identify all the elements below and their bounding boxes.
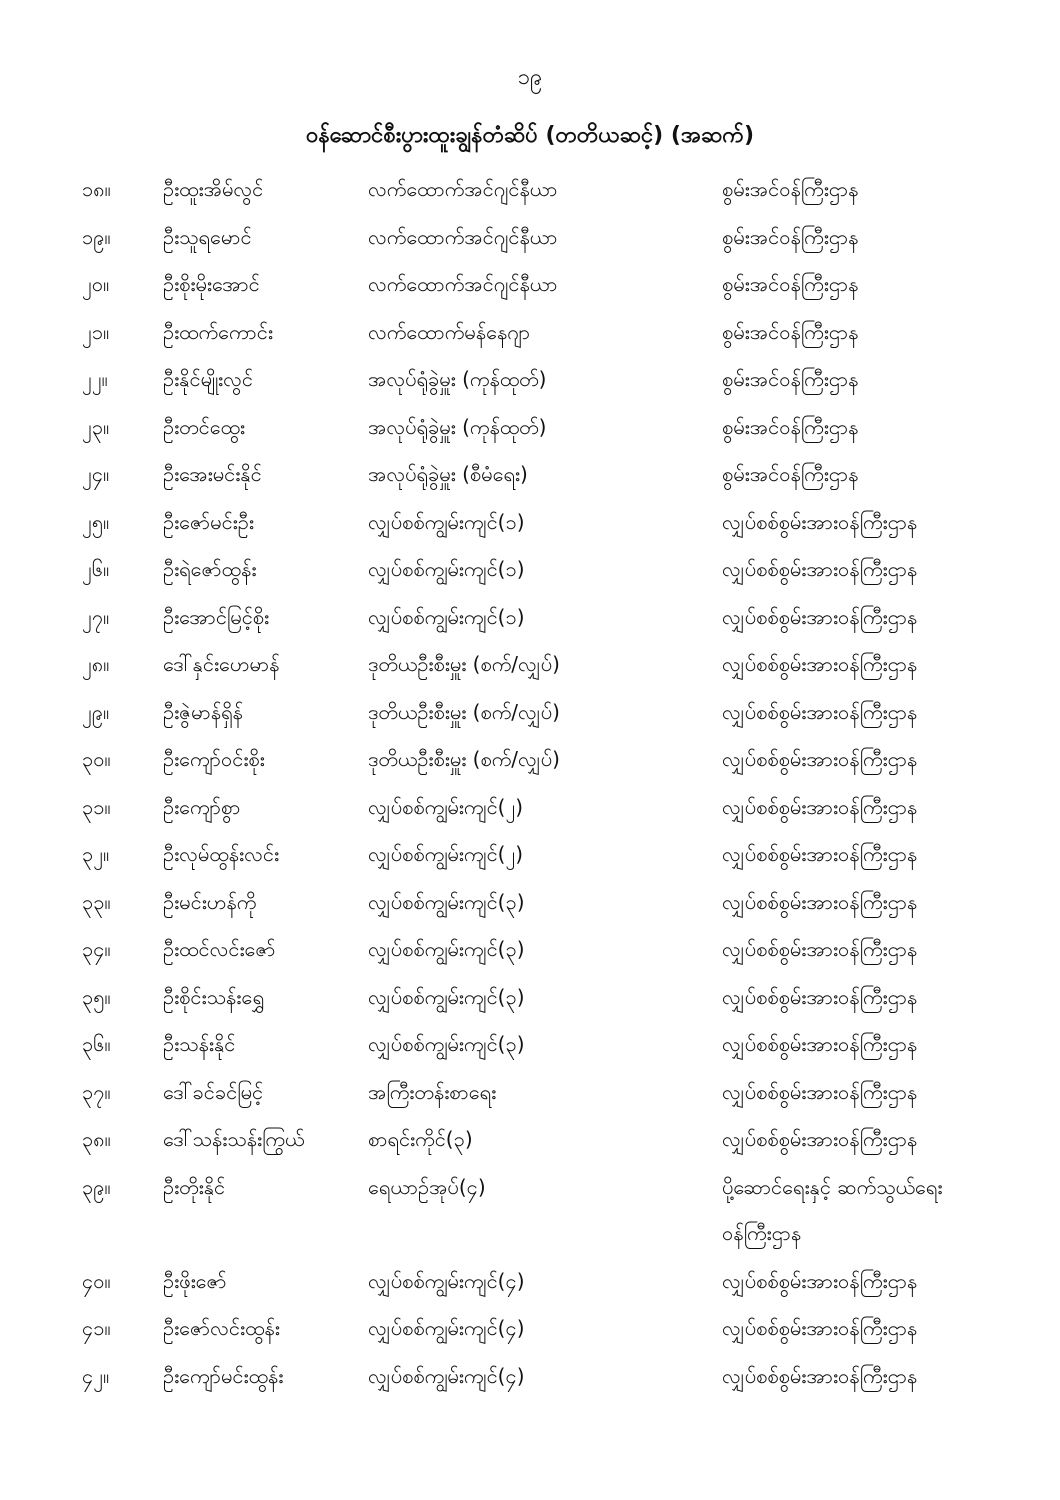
row-number: ၃၇။ bbox=[82, 1079, 111, 1104]
list-item bbox=[0, 928, 1060, 976]
awardee-ministry: လျှပ်စစ်စွမ်းအားဝန်ကြီးဌာန bbox=[722, 1127, 918, 1151]
list-item bbox=[0, 1260, 1060, 1308]
awardee-position: လျှပ်စစ်ကျွမ်းကျင်(၃) bbox=[368, 937, 525, 961]
awardee-name: ဦးစိုင်းသန်းရွှေ bbox=[163, 984, 265, 1009]
awardee-name: ဦးထင်လင်းဇော် bbox=[163, 937, 276, 961]
awardee-name: ဒေါ်နှင်းဟေမာန် bbox=[163, 652, 280, 676]
list-item bbox=[0, 786, 1060, 834]
awardee-position: လျှပ်စစ်ကျွမ်းကျင်(၂) bbox=[368, 794, 524, 819]
awardee-position: အလုပ်ရုံခွဲမှူး (ကုန်ထုတ်) bbox=[368, 367, 547, 391]
awardee-ministry: လျှပ်စစ်စွမ်းအားဝန်ကြီးဌာန bbox=[722, 1268, 918, 1293]
awardee-name: ဒေါ်ခင်ခင်မြင့် bbox=[163, 1079, 264, 1104]
awardee-ministry: လျှပ်စစ်စွမ်းအားဝန်ကြီးဌာန bbox=[722, 1363, 918, 1388]
awardee-name: ဦးဖိုးဇော် bbox=[163, 1268, 227, 1293]
awardee-ministry: လျှပ်စစ်စွမ်းအားဝန်ကြီးဌာန bbox=[722, 557, 918, 581]
row-number: ၃၁။ bbox=[82, 794, 111, 819]
awardee-position: လက်ထောက်အင်ဂျင်နီယာ bbox=[368, 272, 558, 296]
list-item bbox=[0, 596, 1060, 644]
list-item bbox=[0, 263, 1060, 311]
awardee-position: လျှပ်စစ်ကျွမ်းကျင်(၃) bbox=[368, 984, 525, 1009]
list-item bbox=[0, 738, 1060, 786]
awardee-position: လက်ထောက်အင်ဂျင်နီယာ bbox=[368, 224, 558, 249]
awardee-name: ဦးသန်းနိုင် bbox=[163, 1032, 236, 1056]
awardee-ministry: လျှပ်စစ်စွမ်းအားဝန်ကြီးဌာန bbox=[722, 747, 918, 771]
awardee-name: ဦးထူးအိမ်လွင် bbox=[163, 177, 264, 201]
row-number: ၂၂။ bbox=[82, 367, 108, 391]
row-number: ၁၉။ bbox=[82, 224, 111, 249]
awardee-ministry: စွမ်းအင်ဝန်ကြီးဌာန bbox=[722, 414, 859, 439]
row-number: ၂၉။ bbox=[82, 699, 110, 724]
awardee-position: အလုပ်ရုံခွဲမှူး (စီမံရေး) bbox=[368, 462, 528, 486]
list-item bbox=[0, 1071, 1060, 1119]
list-item bbox=[0, 453, 1060, 501]
row-number: ၃၀။ bbox=[82, 747, 111, 771]
awardee-position: လျှပ်စစ်ကျွမ်းကျင်(၂) bbox=[368, 842, 524, 866]
page-number: ၁၉ bbox=[517, 65, 543, 90]
awardee-ministry: လျှပ်စစ်စွမ်းအားဝန်ကြီးဌာန bbox=[722, 984, 918, 1009]
awardee-ministry: လျှပ်စစ်စွမ်းအားဝန်ကြီးဌာန bbox=[722, 1032, 918, 1056]
list-item bbox=[0, 358, 1060, 406]
awardee-ministry: လျှပ်စစ်စွမ်းအားဝန်ကြီးဌာန bbox=[722, 794, 918, 819]
awardee-position: အကြီးတန်းစာရေး bbox=[368, 1079, 497, 1104]
list-item bbox=[0, 216, 1060, 264]
awardee-position: လျှပ်စစ်ကျွမ်းကျင်(၃) bbox=[368, 889, 525, 914]
list-item bbox=[0, 311, 1060, 359]
row-number: ၂၁။ bbox=[82, 319, 110, 344]
awardee-ministry: စွမ်းအင်ဝန်ကြီးဌာန bbox=[722, 319, 859, 344]
row-number: ၂၄။ bbox=[82, 462, 110, 486]
list-item bbox=[0, 643, 1060, 691]
row-number: ၃၆။ bbox=[82, 1032, 111, 1056]
awardee-position: ဒုတိယဦးစီးမှူး (စက်/လျှပ်) bbox=[368, 652, 560, 676]
list-item bbox=[0, 168, 1060, 216]
awardee-name: ဦးအေးမင်းနိုင် bbox=[163, 462, 262, 486]
list-item bbox=[0, 548, 1060, 596]
list-item bbox=[0, 1118, 1060, 1166]
list-item bbox=[0, 501, 1060, 549]
row-number: ၂၀။ bbox=[82, 272, 110, 296]
awardee-position: ဒုတိယဦးစီးမှူး (စက်/လျှပ်) bbox=[368, 699, 560, 724]
row-number: ၃၈။ bbox=[82, 1127, 111, 1151]
awardee-position: ရေယာဉ်အုပ်(၄) bbox=[368, 1174, 486, 1199]
row-number: ၂၅။ bbox=[82, 509, 110, 534]
row-number: ၂၃။ bbox=[82, 414, 110, 439]
awardee-name: ဦးတိုးနိုင် bbox=[163, 1174, 226, 1199]
awardee-position: စာရင်းကိုင်(၃) bbox=[368, 1127, 473, 1151]
awardee-name: ဦးတင်ထွေး bbox=[163, 414, 246, 439]
awardee-position: လျှပ်စစ်ကျွမ်းကျင်(၁) bbox=[368, 509, 525, 534]
awardee-ministry: လျှပ်စစ်စွမ်းအားဝန်ကြီးဌာန bbox=[722, 889, 918, 914]
row-number: ၃၉။ bbox=[82, 1174, 111, 1199]
list-item bbox=[0, 1166, 1060, 1260]
row-number: ၂၇။ bbox=[82, 604, 110, 629]
awardee-ministry: လျှပ်စစ်စွမ်းအားဝန်ကြီးဌာန bbox=[722, 842, 918, 866]
row-number: ၃၃။ bbox=[82, 889, 111, 914]
awardee-ministry: လျှပ်စစ်စွမ်းအားဝန်ကြီးဌာန bbox=[722, 699, 918, 724]
awardee-ministry: လျှပ်စစ်စွမ်းအားဝန်ကြီးဌာန bbox=[722, 1079, 918, 1104]
row-number: ၂၈။ bbox=[82, 652, 110, 676]
list-item bbox=[0, 691, 1060, 739]
awardee-position: လျှပ်စစ်ကျွမ်းကျင်(၄) bbox=[368, 1316, 525, 1340]
awardee-position: လျှပ်စစ်ကျွမ်းကျင်(၁) bbox=[368, 604, 525, 629]
awardee-name: ဦးထက်ကောင်း bbox=[163, 319, 273, 344]
awardee-name: ဦးလုမ်ထွန်းလင်း bbox=[163, 842, 280, 866]
awardee-name: ဦးကျော်ဝင်းစိုး bbox=[163, 747, 265, 771]
list-item bbox=[0, 1307, 1060, 1355]
awardee-position: လက်ထောက်မန်နေဂျာ bbox=[368, 319, 531, 344]
awardee-position: လက်ထောက်အင်ဂျင်နီယာ bbox=[368, 177, 558, 201]
list-item bbox=[0, 833, 1060, 881]
row-number: ၄၀။ bbox=[82, 1268, 111, 1293]
awardee-ministry: စွမ်းအင်ဝန်ကြီးဌာန bbox=[722, 367, 859, 391]
awardee-name: ဦးကျော်စွာ bbox=[163, 794, 241, 819]
awardee-position: လျှပ်စစ်ကျွမ်းကျင်(၃) bbox=[368, 1032, 525, 1056]
awardee-position: အလုပ်ရုံခွဲမှူး (ကုန်ထုတ်) bbox=[368, 414, 547, 439]
row-number: ၃၄။ bbox=[82, 937, 111, 961]
awardee-name: ဦးစိုးမိုးအောင် bbox=[163, 272, 260, 296]
row-number: ၃၂။ bbox=[82, 842, 110, 866]
awardee-name: ဦးဇွဲမာန်ရှိန် bbox=[163, 699, 243, 724]
row-number: ၄၂။ bbox=[82, 1363, 110, 1388]
awardee-ministry: စွမ်းအင်ဝန်ကြီးဌာန bbox=[722, 224, 859, 249]
awardee-position: လျှပ်စစ်ကျွမ်းကျင်(၄) bbox=[368, 1363, 525, 1388]
row-number: ၂၆။ bbox=[82, 557, 110, 581]
row-number: ၁၈။ bbox=[82, 177, 111, 201]
awardee-position: လျှပ်စစ်ကျွမ်းကျင်(၁) bbox=[368, 557, 525, 581]
awardee-ministry: လျှပ်စစ်စွမ်းအားဝန်ကြီးဌာန bbox=[722, 1316, 918, 1340]
awardee-ministry: စွမ်းအင်ဝန်ကြီးဌာန bbox=[722, 272, 859, 296]
awardee-ministry: လျှပ်စစ်စွမ်းအားဝန်ကြီးဌာန bbox=[722, 937, 918, 961]
awardee-ministry: စွမ်းအင်ဝန်ကြီးဌာန bbox=[722, 462, 859, 486]
awardee-name: ဦးသူရမောင် bbox=[163, 224, 252, 249]
awardee-position: ဒုတိယဦးစီးမှူး (စက်/လျှပ်) bbox=[368, 747, 560, 771]
list-item bbox=[0, 881, 1060, 929]
awardee-ministry: ပို့ဆောင်ရေးနှင့် ဆက်သွယ်ရေး ဝန်ကြီးဌာန bbox=[722, 1174, 943, 1245]
awardee-ministry: လျှပ်စစ်စွမ်းအားဝန်ကြီးဌာန bbox=[722, 509, 918, 534]
list-item bbox=[0, 406, 1060, 454]
awardee-name: ဦးအောင်မြင့်စိုး bbox=[163, 604, 270, 629]
awardee-ministry: စွမ်းအင်ဝန်ကြီးဌာန bbox=[722, 177, 859, 201]
awardee-name: ဦးရဲဇော်ထွန်း bbox=[163, 557, 257, 581]
awardee-name: ဦးကျော်မင်းထွန်း bbox=[163, 1363, 284, 1388]
list-item bbox=[0, 1355, 1060, 1403]
list-item bbox=[0, 976, 1060, 1024]
awardee-name: ဒေါ်သန်းသန်းကြွယ် bbox=[163, 1127, 305, 1151]
awardee-name: ဦးမင်းဟန်ကို bbox=[163, 889, 257, 914]
awardee-name: ဦးဇော်မင်းဦး bbox=[163, 509, 254, 534]
list-item bbox=[0, 1023, 1060, 1071]
awardee-name: ဦးနိုင်မျိုးလွင် bbox=[163, 367, 253, 391]
awardee-list bbox=[0, 168, 1060, 1402]
row-number: ၃၅။ bbox=[82, 984, 111, 1009]
awardee-ministry: လျှပ်စစ်စွမ်းအားဝန်ကြီးဌာန bbox=[722, 604, 918, 629]
row-number: ၄၁။ bbox=[82, 1316, 111, 1340]
awardee-position: လျှပ်စစ်ကျွမ်းကျင်(၄) bbox=[368, 1268, 525, 1293]
awardee-name: ဦးဇော်လင်းထွန်း bbox=[163, 1316, 280, 1340]
page-title: ဝန်ဆောင်စီးပွားထူးချွန်တံဆိပ် (တတိယဆင့်) (အဆက်) bbox=[305, 123, 754, 148]
awardee-ministry: လျှပ်စစ်စွမ်းအားဝန်ကြီးဌာန bbox=[722, 652, 918, 676]
